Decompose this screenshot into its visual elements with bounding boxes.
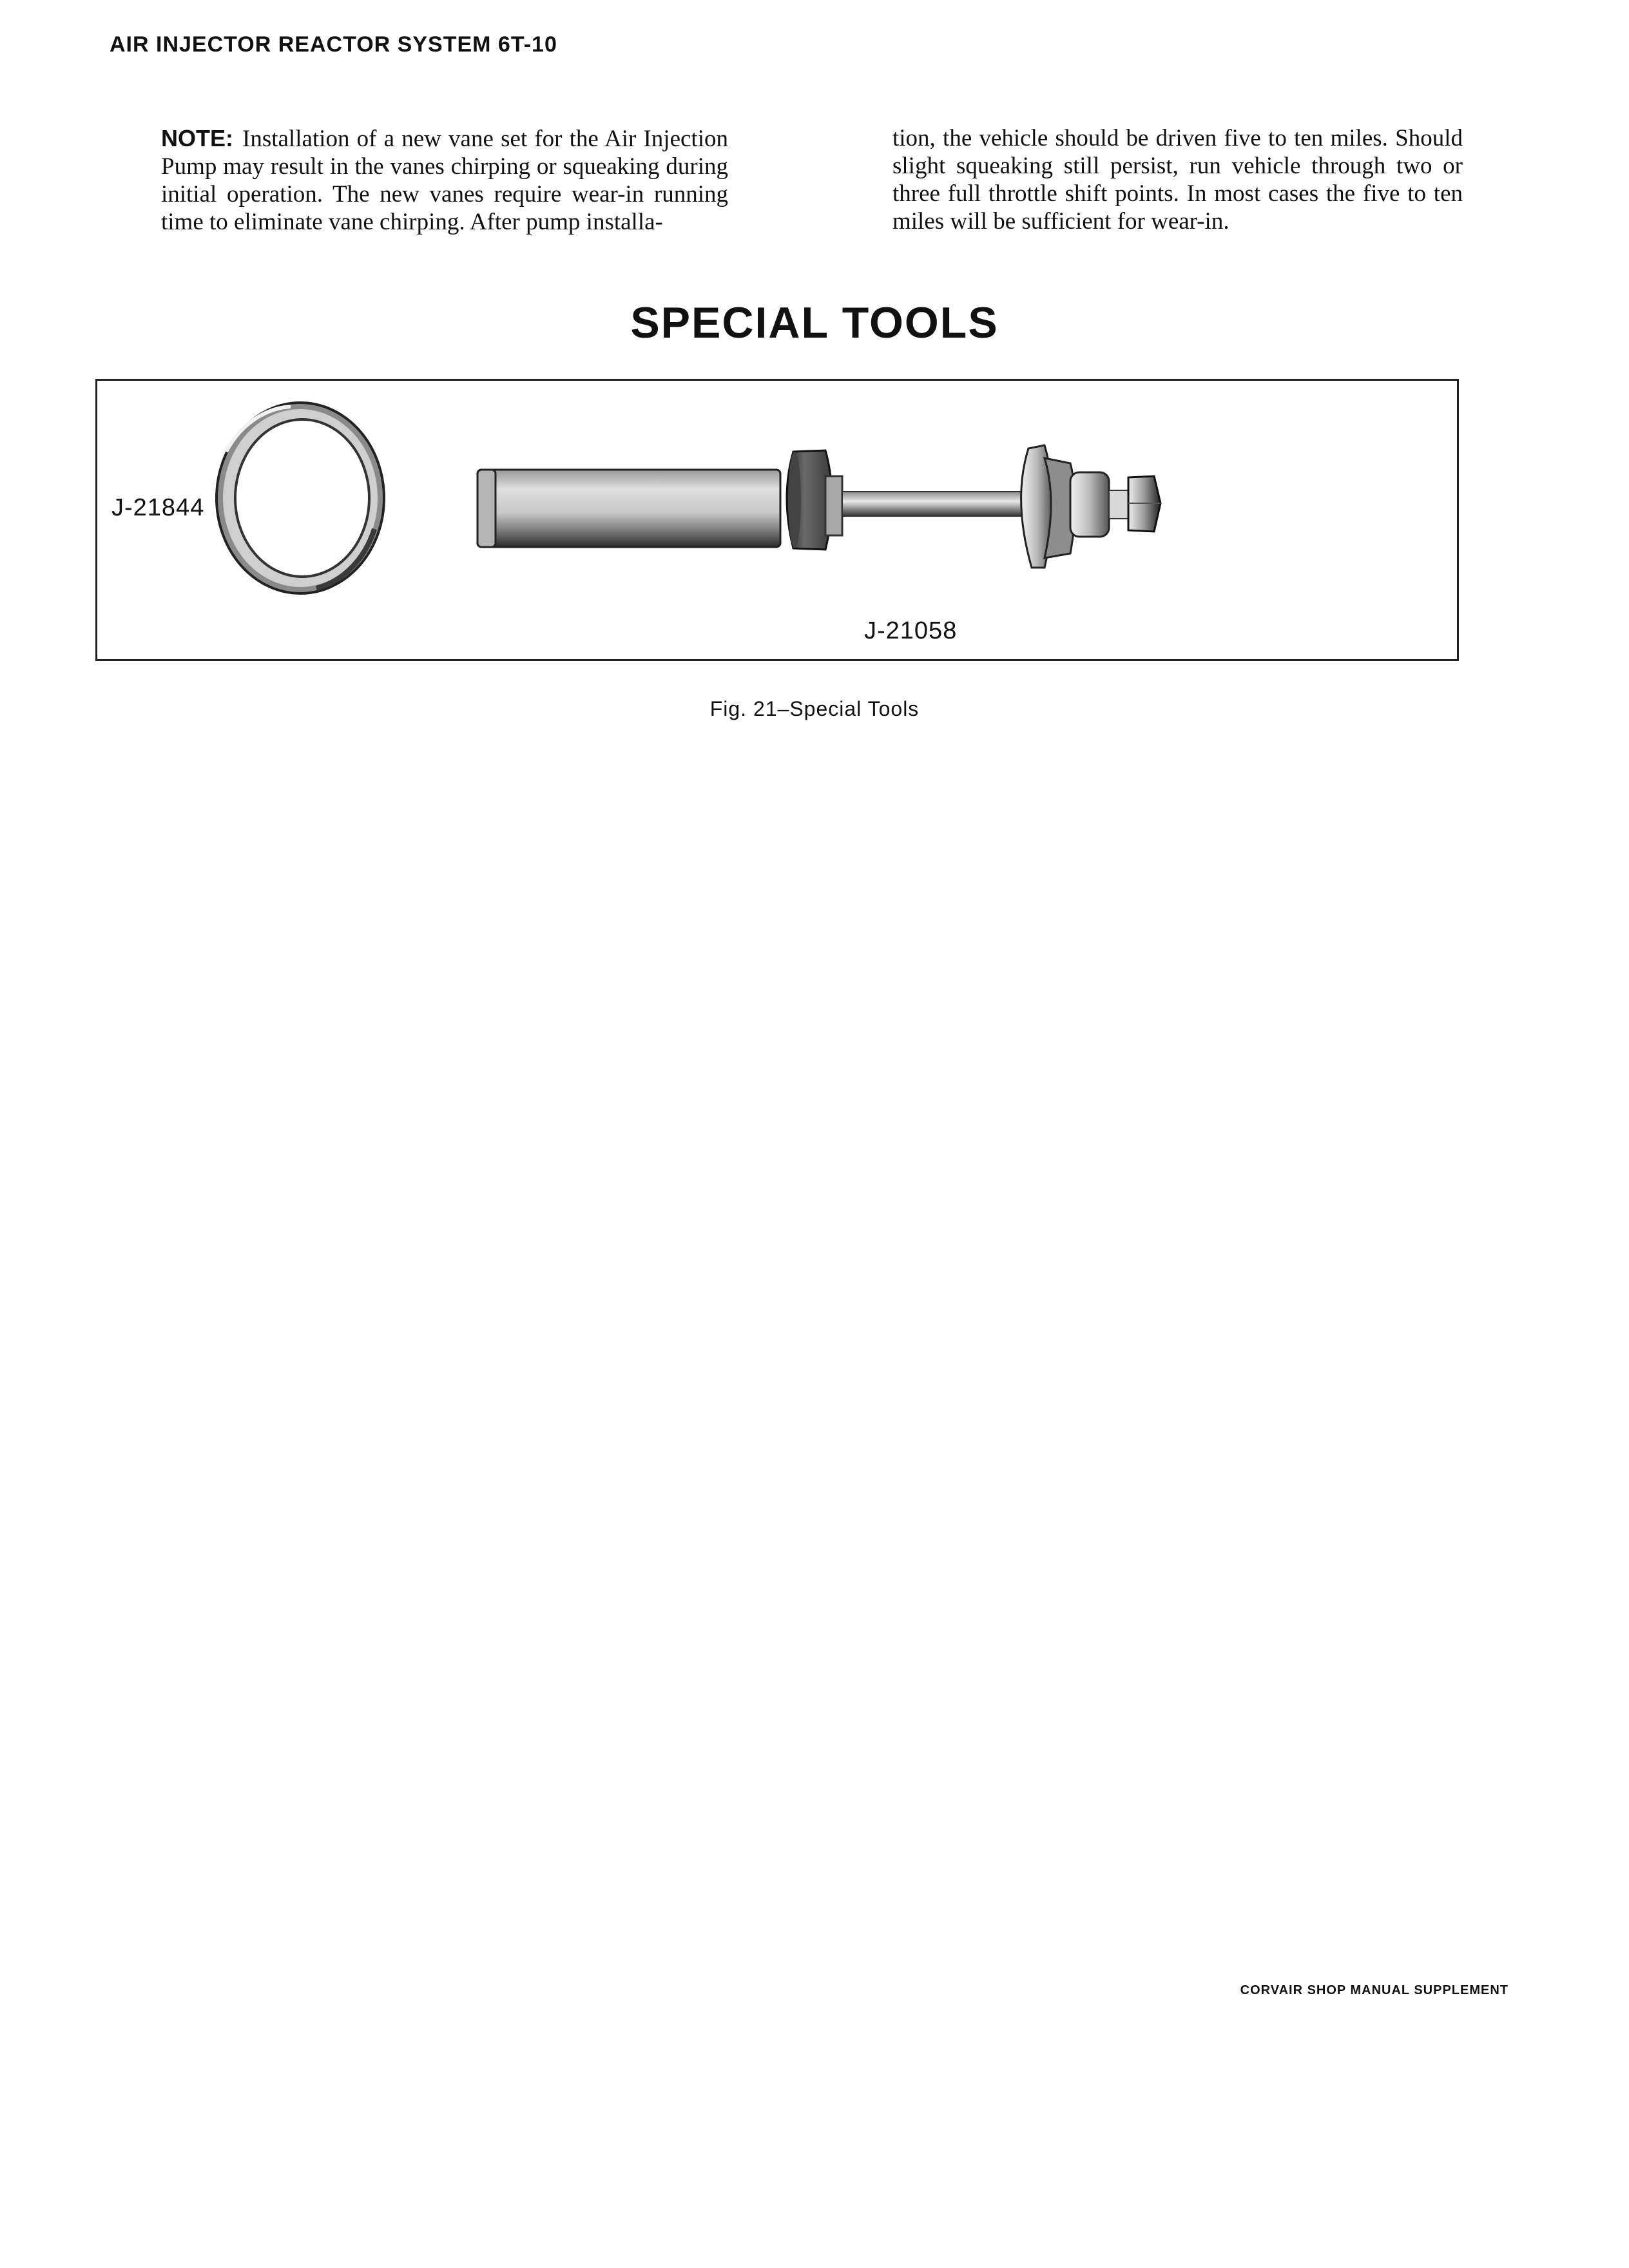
tool-label-j21844: J-21844 [111, 494, 205, 521]
tool-label-j21058: J-21058 [864, 617, 958, 644]
special-tools-illustration [97, 381, 1457, 659]
text-column-left [161, 124, 728, 236]
left-column-text: Installation of a new vane set for the Air Injection Pump may result in the vanes chirping or squeaking during initial operation. The new vanes require wear-in running time to eliminate vane chirping. After pump installa- [161, 126, 728, 235]
running-head: AIR INJECTOR REACTOR SYSTEM 6T-10 [110, 32, 557, 57]
figure-caption: Fig. 21–Special Tools [709, 697, 920, 720]
text-column-right: tion, the vehicle should be driven five to ten miles. Should slight squeaking still persist, run vehicle through two or three full throttle shift points. In most cases the five to ten miles will be sufficient for wear-in. [892, 125, 1463, 235]
footer: CORVAIR SHOP MANUAL SUPPLEMENT [1240, 1983, 1509, 1997]
seal-ring-tool [217, 403, 384, 593]
special-tools-figure [95, 379, 1459, 661]
section-title: SPECIAL TOOLS [630, 298, 999, 347]
installer-tool [477, 445, 1161, 568]
note-label: NOTE: [161, 125, 233, 151]
